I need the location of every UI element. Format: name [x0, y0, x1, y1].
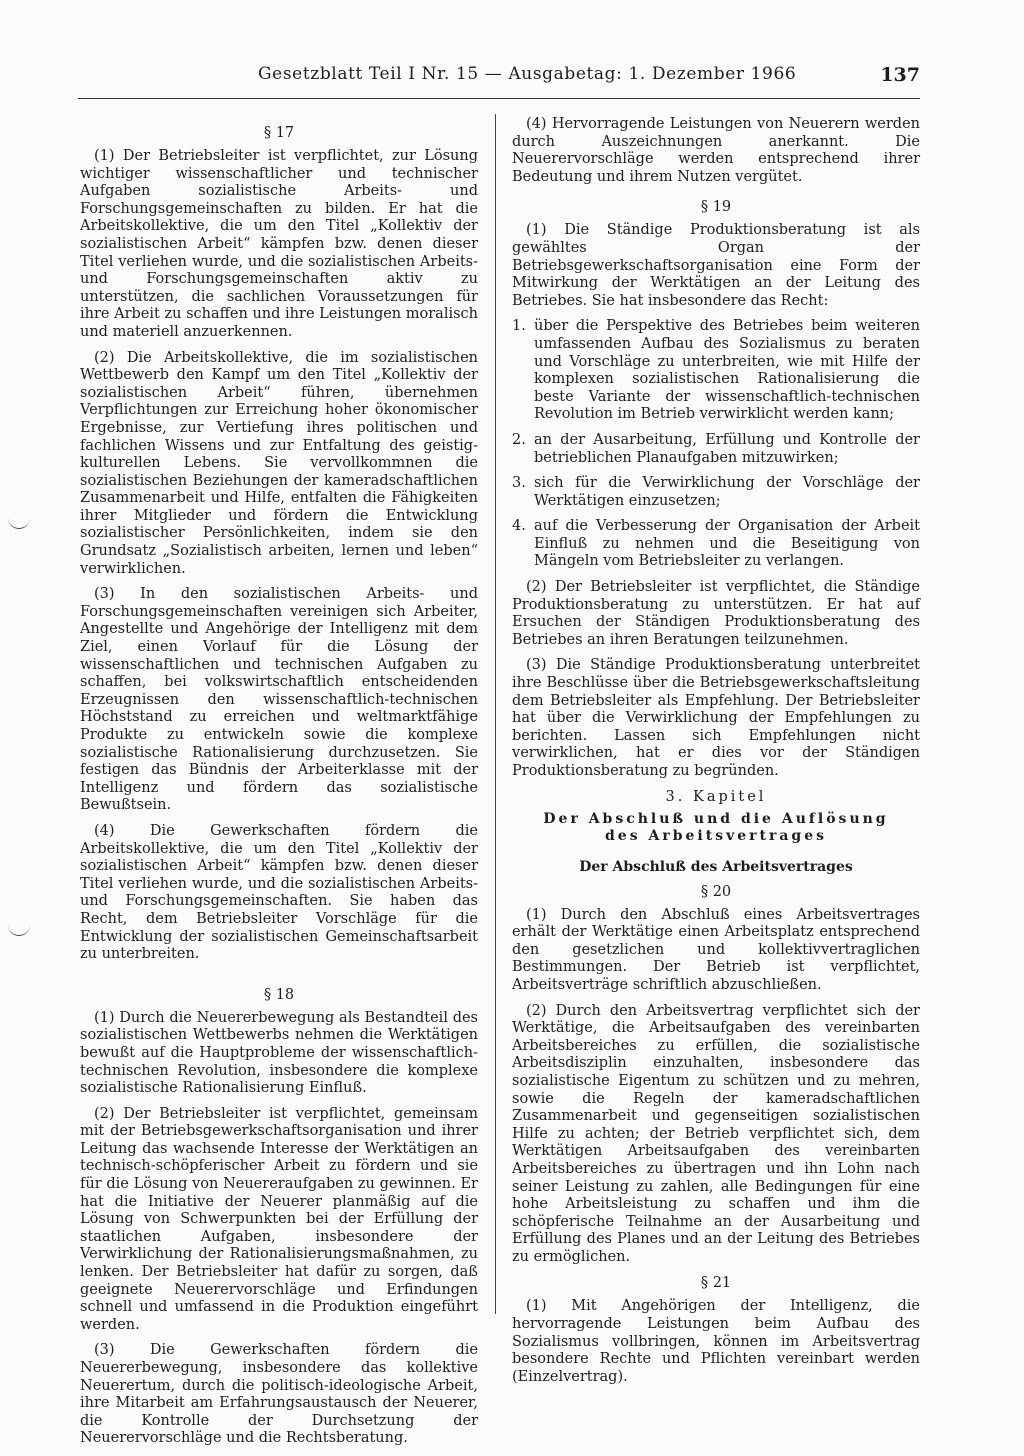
- chapter-number: 3. Kapitel: [665, 788, 767, 805]
- paragraph: (4) Hervorragende Leistungen von Neuerern werden durch Auszeichnungen anerkannt. Die Neuerervorschläge werden entsprechend ihrer Bedeutung und ihrem Nutzen vergütet.: [512, 116, 920, 185]
- chapter-title-line: Der Abschluß und die Auflösung: [543, 810, 889, 827]
- list-item-number: 1.: [512, 318, 526, 335]
- subheading: Der Abschluß des Arbeitsvertrages: [579, 858, 853, 875]
- list-item: [512, 432, 920, 467]
- paragraph: (1) Durch die Neuererbewegung als Bestandteil des sozialistischen Wettbewerbs nehmen die Werktätigen bewußt auf die Hauptprobleme der wissenschaftlich-technischen Revolution, insbesondere die komplexe sozialistische Rationalisierung Einfluß.: [80, 1009, 478, 1097]
- chapter-title-line: des Arbeitsvertrages: [605, 827, 827, 844]
- list-item-number: 2.: [512, 431, 526, 448]
- section-heading-20: § 20: [700, 883, 732, 900]
- paragraph: (2) Durch den Arbeitsvertrag verpflichtet sich der Werktätige, die Arbeitsaufgaben des vereinbarten Arbeitsbereiches zu erfüllen, die sozialistische Arbeitsdisziplin einzuhalten, insbesondere das sozialistische Eigentum zu schützen und zu mehren, sowie die Regeln der kameradschaftlichen Zusammenarbeit und gegenseitigen sozialistischen Hilfe zu achten; der Betrieb verpflichtet sich, dem Werktätigen Arbeitsaufgaben des vereinbarten Arbeitsbereiches zu übertragen und ihn Lohn nach seiner Leistung zu zahlen, alle Bedingungen für eine hohe Arbeitsleistung zu schaffen und ihm die schöpferische Teilnahme an der Ausarbeitung und Erfüllung des Planes und an der Leitung des Betriebes zu ermöglichen.: [512, 1002, 920, 1265]
- paragraph: (1) Die Ständige Produktionsberatung ist als gewähltes Organ der Betriebsgewerkschaftsorganisation eine Form der Mitwirkung der Werktätigen an der Leitung des Betriebes. Sie hat insbesondere das Recht:: [512, 222, 920, 309]
- list-item-text: sich für die Verwirklichung der Vorschläge der Werktätigen einzusetzen;: [534, 475, 920, 509]
- paragraph: (1) Mit Angehörigen der Intelligenz, die hervorragende Leistungen beim Aufbau des Sozialismus vollbringen, können im Arbeitsvertrag besondere Rechte und Pflichten vereinbart werden (Einzelvertrag).: [512, 1298, 920, 1385]
- column-divider: [495, 114, 496, 1314]
- margin-mark: [8, 518, 30, 529]
- paragraph: (3) In den sozialistischen Arbeits- und Forschungsgemeinschaften vereinigen sich Arbeiter, Angestellte und Angehörige der Intelligenz mit dem Ziel, einen Vorlauf für die Lösung der wissenschaftlichen und technischen Aufgaben zu schaffen, bei volkswirtschaftlich entscheidenden Erzeugnissen den wissenschaftlich-technischen Höchststand zu erreichen und weltmarktfähige Produkte zu entwickeln sowie die komplexe sozialistische Rationalisierung durchzusetzen. Sie festigen das Bündnis der Arbeiterklasse mit der Intelligenz und fördern das sozialistische Bewußtsein.: [80, 586, 478, 814]
- list-item-text: auf die Verbesserung der Organisation der Arbeit Einfluß zu nehmen und die Beseitigung von Mängeln vom Betriebsleiter zu verlangen.: [534, 518, 920, 570]
- list-item: [512, 318, 920, 424]
- chapter-title: [512, 811, 920, 845]
- paragraph: (4) Die Gewerkschaften fördern die Arbeitskollektive, die um den Titel „Kollektiv der sozialistischen Arbeit“ kämpfen bzw. denen dieser Titel verliehen wurde, und die sozialistischen Arbeits- und Forschungsgemeinschaften. Sie haben das Recht, dem Betriebsleiter Vorschläge für die Entwicklung der sozialistischen Gemeinschaftsarbeit zu unterbreiten.: [80, 822, 478, 963]
- paragraph: (3) Die Gewerkschaften fördern die Neuererbewegung, insbesondere das kollektive Neuerertum, durch die politisch-ideologische Arbeit, ihre Mitarbeit am Erfahrungsaustausch der Neuerer, die Kontrolle der Durchsetzung der Neuerervorschläge und die Rechtsberatung.: [80, 1342, 478, 1447]
- section-heading-17: § 17: [263, 125, 295, 141]
- paragraph: (2) Die Arbeitskollektive, die im sozialistischen Wettbewerb den Kampf um den Titel „Kollektiv der sozialistischen Arbeit“ führen, übernehmen Verpflichtungen zur Erreichung hoher ökonomischer Ergebnisse, zur Vertiefung ihres politischen und fachlichen Wissens und zur Entfaltung des geistig-kulturellen Lebens. Sie vervollkommnen die sozialistischen Beziehungen der kameradschaftlichen Zusammenarbeit und Hilfe, entfalten die Fähigkeiten ihrer Mitglieder und fördern die Entwicklung sozialistischer Persönlichkeiten, indem sie den Grundsatz „Sozialistisch arbeiten, lernen und leben“ verwirklichen.: [80, 349, 478, 577]
- section-heading-18: § 18: [263, 986, 295, 1003]
- paragraph: (3) Die Ständige Produktionsberatung unterbreitet ihre Beschlüsse über die Betriebsgewerkschaftsleitung dem Betriebsleiter als Empfehlung. Der Betriebsleiter hat über die Verwirklichung der Empfehlungen zu berichten. Lassen sich Empfehlungen nicht verwirklichen, hat er dies vor der Ständigen Produktionsberatung zu begründen.: [512, 657, 920, 779]
- left-column: [80, 116, 478, 1456]
- list-item-text: an der Ausarbeitung, Erfüllung und Kontrolle der betrieblichen Planaufgaben mitzuwirken;: [534, 431, 920, 466]
- list-item-text: über die Perspektive des Betriebes beim weiteren umfassenden Aufbau des Sozialismus zu beraten und Vorschläge zu unterbreiten, wie mit Hilfe der komplexen sozialistischen Rationalisierung die beste Variante der wissenschaftlich-technischen Revolution im Betrieb verwirklicht werden kann;: [534, 318, 920, 423]
- list-item-number: 4.: [512, 518, 526, 535]
- paragraph: (2) Der Betriebsleiter ist verpflichtet, die Ständige Produktionsberatung zu unterstützen. Er hat auf Ersuchen der Ständigen Produktionsberatung des Betriebes an ihren Beratungen teilzunehmen.: [512, 579, 920, 648]
- page-number: 137: [880, 64, 920, 86]
- right-column: [512, 116, 920, 1394]
- list-item-number: 3.: [512, 475, 526, 492]
- list-item: [512, 518, 920, 571]
- page-header: [78, 58, 920, 99]
- list-item: [512, 475, 920, 510]
- paragraph: (1) Der Betriebsleiter ist verpflichtet, zur Lösung wichtiger wissenschaftlicher und technischer Aufgaben sozialistische Arbeits- und Forschungsgemeinschaften zu bilden. Er hat die Arbeitskollektive, die um den Titel „Kollektiv der sozialistischen Arbeit“ kämpfen bzw. denen dieser Titel verliehen wurde, und die sozialistischen Arbeits- und Forschungsgemeinschaften aktiv zu unterstützen, die sachlichen Voraussetzungen für ihre Arbeit zu schaffen und ihre Leistungen moralisch und materiell anzuerkennen.: [80, 148, 478, 340]
- section-heading-19: § 19: [700, 199, 732, 216]
- section-heading-21: § 21: [700, 1275, 732, 1292]
- paragraph: (1) Durch den Abschluß eines Arbeitsvertrages erhält der Werktätige einen Arbeitsplatz entsprechend den gesetzlichen und kollektivvertraglichen Bestimmungen. Der Betrieb ist verpflichtet, Arbeitsverträge schriftlich abzuschließen.: [512, 906, 920, 993]
- header-title: Gesetzblatt Teil I Nr. 15 — Ausgabetag: 1. Dezember 1966: [258, 64, 797, 84]
- margin-mark: [8, 925, 30, 936]
- paragraph: (2) Der Betriebsleiter ist verpflichtet, gemeinsam mit der Betriebsgewerkschaftsorganisation und ihrer Leitung das wachsende Interesse der Werktätigen an technisch-schöpferischer Arbeit zu fördern und sie für die Lösung von Neuereraufgaben zu gewinnen. Er hat die Initiative der Neuerer planmäßig auf die Lösung von Schwerpunkten bei der Erfüllung der staatlichen Aufgaben, insbesondere der Verwirklichung der Rationalisierungsmaßnahmen, zu lenken. Der Betriebsleiter hat dafür zu sorgen, daß geeignete Neuerervorschläge und Erfindungen schnell und umfassend in die Produktion eingeführt werden.: [80, 1105, 478, 1333]
